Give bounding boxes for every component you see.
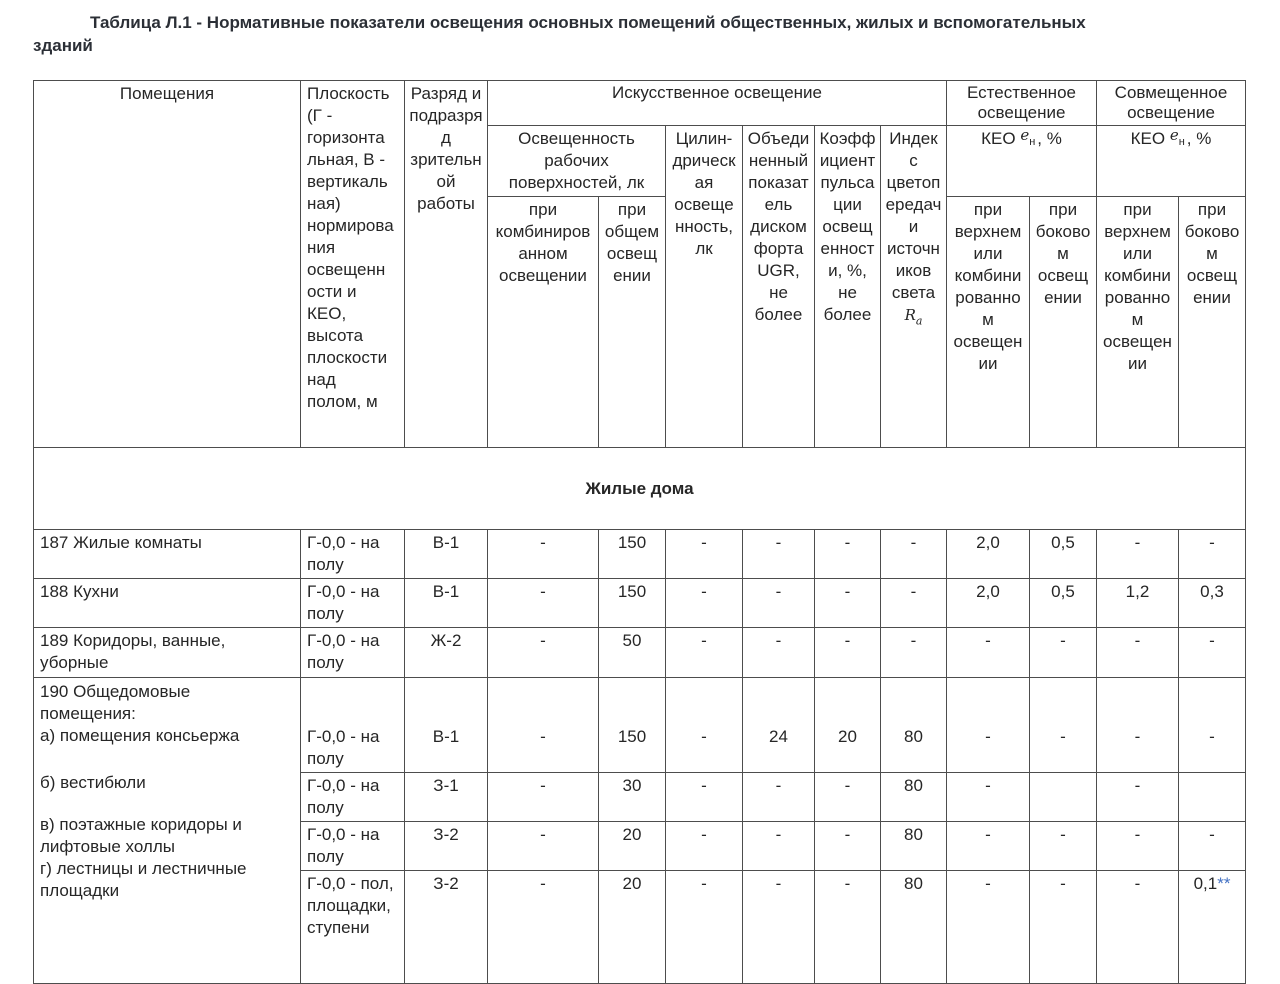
header-keo-combined [1097,126,1246,197]
header-cylindrical-illuminance: Цилин-дрическая освещенность, лк [666,126,743,448]
footnote-marker: ** [1217,874,1231,893]
header-artificial-lighting: Искусственное освещение [488,81,947,126]
table-cell: - [1179,678,1246,773]
table-cell: - [488,773,599,822]
table-cell: В-1 [405,678,488,773]
table-cell: Г-0,0 - на полу [301,579,405,628]
page-title [33,11,1245,57]
table-row [34,628,1246,678]
row-190-item-a: а) помещения консьержа [40,726,240,745]
table-cell: - [488,678,599,773]
table-cell: - [815,773,881,822]
table-cell: З-1 [405,773,488,822]
header-row-groups [34,81,1246,126]
table-cell: - [815,822,881,871]
table-cell: Г-0,0 - на полу [301,822,405,871]
table-cell: - [488,579,599,628]
table-cell: - [743,628,815,678]
table-cell: - [488,822,599,871]
table-cell: - [666,579,743,628]
keo-unit: , % [1186,129,1212,148]
header-rooms: Помещения [34,81,301,448]
table-cell: Г-0,0 - пол, площадки, ступени [301,871,405,984]
table-cell: - [815,530,881,579]
row-label-cell: 187 Жилые комнаты [34,530,301,579]
table-cell: - [1097,628,1179,678]
table-cell: - [1097,678,1179,773]
table-cell: - [1030,678,1097,773]
table-cell: - [1030,628,1097,678]
lighting-standards-table [33,80,1246,984]
table-cell [1179,773,1246,822]
keo-label: КЕО [981,129,1016,148]
row-190-item-b: б) вестибюли [40,773,146,792]
keo-formula-sub: н [1029,136,1036,148]
header-at-combined-lighting: при комбинированном освещении [488,197,599,448]
table-cell: В-1 [405,579,488,628]
table-cell: 150 [599,530,666,579]
table-cell: - [666,678,743,773]
table-cell: 20 [599,871,666,984]
table-cell: - [666,530,743,579]
table-cell: 30 [599,773,666,822]
table-cell: - [815,579,881,628]
row-label-cell: 189 Коридоры, ванные, уборные [34,628,301,678]
keo-formula-var: е [1169,126,1179,144]
table-cell: З-2 [405,871,488,984]
table-cell: 0,5 [1030,530,1097,579]
header-pulsation: Коэффициент пульсации освещенности, %, не более [815,126,881,448]
table-cell: - [1179,822,1246,871]
keo-unit: , % [1037,129,1062,148]
row-190-item-v: в) поэтажные коридоры и лифтовые холлы [40,815,242,856]
keo-formula-var: е [1020,126,1030,144]
table-cell: 0,5 [1030,579,1097,628]
table-cell: - [488,628,599,678]
cell-value: 0,1 [1193,874,1218,893]
table-cell: - [1097,822,1179,871]
table-cell: 24 [743,678,815,773]
page-title-line1: Таблица Л.1 - Нормативные показатели освещения основных помещений общественных, жилых и вспомогательных [90,13,1086,32]
table-cell: - [947,871,1030,984]
table-cell: 80 [881,678,947,773]
header-color-rendering-index [881,126,947,448]
table-cell: З-2 [405,822,488,871]
row-190-label-cell [34,678,301,984]
table-cell: - [947,822,1030,871]
table-cell: - [815,628,881,678]
table-cell: 0,3 [1179,579,1246,628]
header-combined-at-side: при боковом освещении [1179,197,1246,448]
table-cell: - [666,822,743,871]
table-cell: - [666,773,743,822]
table-cell: - [1179,628,1246,678]
header-plane: Плоскость (Г - горизонтальная, В - вертикальная) нормирования освещенности и КЕО, высота плоскости над полом, м [301,81,405,448]
table-cell: 50 [599,628,666,678]
table-cell: - [815,871,881,984]
row-label-cell: 188 Кухни [34,579,301,628]
table-cell: 1,2 [1097,579,1179,628]
keo-label: КЕО [1130,129,1166,148]
table-cell: - [488,871,599,984]
table-cell: 150 [599,678,666,773]
table-cell: В-1 [405,530,488,579]
table-cell: - [488,530,599,579]
table-cell: 20 [599,822,666,871]
row-190-item-g: г) лестницы и лестничные площадки [40,859,247,900]
color-index-formula-sub: a [915,314,923,328]
table-cell: - [1097,871,1179,984]
table-cell: - [881,530,947,579]
row-190-title: 190 Общедомовые помещения: [40,682,191,723]
table-cell: - [743,822,815,871]
table-cell: 2,0 [947,530,1030,579]
table-cell: 80 [881,871,947,984]
table-row [34,678,1246,773]
table-cell: - [743,773,815,822]
table-cell: - [666,628,743,678]
header-combined-lighting: Совмещенное освещение [1097,81,1246,126]
table-cell: - [743,530,815,579]
section-row [34,448,1246,530]
table-cell: - [1097,530,1179,579]
table-cell-with-footnote [1179,871,1246,984]
header-ugr: Объединенный показатель дискомфорта UGR, не более [743,126,815,448]
table-cell: 80 [881,822,947,871]
header-natural-at-top: при верхнем или комбинированном освещении [947,197,1030,448]
color-index-formula: R [904,306,916,324]
table-cell: - [743,579,815,628]
header-grade: Разряд и подразряд зрительной работы [405,81,488,448]
table-cell: - [666,871,743,984]
section-title: Жилые дома [34,448,1246,530]
header-keo-natural [947,126,1097,197]
header-at-general-lighting: при общем освещении [599,197,666,448]
table-cell: Г-0,0 - на полу [301,678,405,773]
table-cell: Ж-2 [405,628,488,678]
table-cell: - [947,628,1030,678]
table-cell: 2,0 [947,579,1030,628]
page-title-line2: зданий [33,36,93,55]
table-cell: Г-0,0 - на полу [301,773,405,822]
table-cell: Г-0,0 - на полу [301,530,405,579]
header-natural-at-side: при боковом освещении [1030,197,1097,448]
table-cell: 20 [815,678,881,773]
table-cell: - [881,579,947,628]
table-cell: - [947,678,1030,773]
table-cell: - [1179,530,1246,579]
table-row [34,530,1246,579]
table-cell: Г-0,0 - на полу [301,628,405,678]
keo-formula-sub: н [1178,136,1185,148]
table-cell: - [1030,871,1097,984]
table-cell: - [1097,773,1179,822]
table-cell: - [947,773,1030,822]
header-work-illuminance: Освещенность рабочих поверхностей, лк [488,126,666,197]
table-cell: 150 [599,579,666,628]
table-cell: - [881,628,947,678]
header-natural-lighting: Естественное освещение [947,81,1097,126]
color-index-text: Индекс цветопередачи источников света [885,129,942,302]
header-combined-at-top: при верхнем или комбинированном освещении [1097,197,1179,448]
table-cell [1030,773,1097,822]
table-row [34,579,1246,628]
table-cell: - [1030,822,1097,871]
table-cell: 80 [881,773,947,822]
table-cell: - [743,871,815,984]
